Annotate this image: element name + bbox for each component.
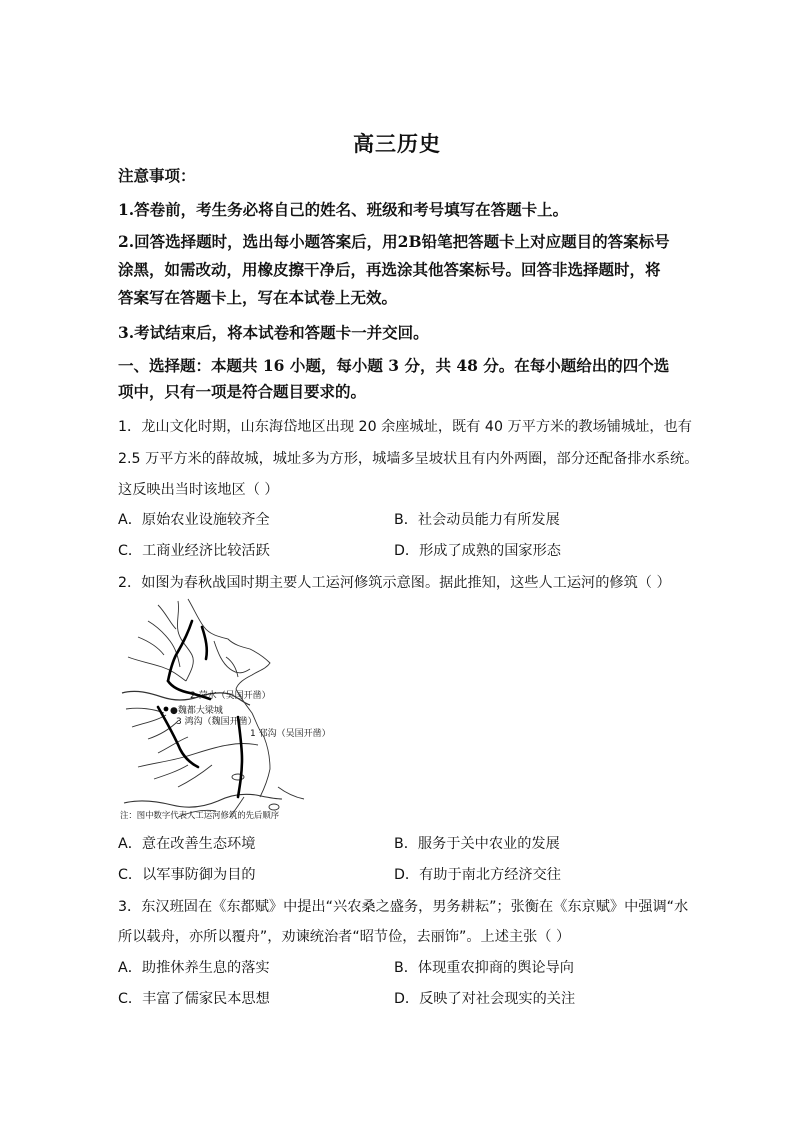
map-label-hangou: 1 邗沟（吴国开凿） (250, 729, 331, 739)
q2-stem-line-1: 2．如图为春秋战国时期主要人工运河修筑示意图。据此推知，这些人工运河的修筑（ ） (118, 575, 671, 591)
q1-option-c: C．工商业经济比较活跃 (118, 543, 270, 559)
q3-option-b: B．体现重农抑商的舆论导向 (394, 960, 574, 976)
notice-item-3: 3.考试结束后，将本试卷和答题卡一并交回。 (118, 323, 429, 342)
map-label-honggou: 3 鸿沟（魏国开凿） (176, 717, 257, 727)
notice-item-2-line-2: 涂黑，如需改动，用橡皮擦干净后，再选涂其他答案标号。回答非选择题时，将 (118, 260, 661, 279)
page-title: 高三历史 (353, 131, 441, 156)
q3-stem-line-1: 3．东汉班固在《东都赋》中提出“兴农桑之盛务，男务耕耘”；张衡在《东京赋》中强调“水 (118, 899, 689, 915)
section-heading-line-2: 项中，只有一项是符合题目要求的。 (118, 382, 367, 401)
q3-stem-line-2: 所以载舟，亦所以覆舟”，劝谏统治者“昭节俭，去丽饰”。上述主张（ ） (118, 929, 571, 945)
q2-option-d: D．有助于南北方经济交往 (394, 867, 561, 883)
map-label-heshui: 2 菏水（吴国开凿） (190, 691, 271, 701)
q1-stem-line-3: 这反映出当时该地区（ ） (118, 482, 279, 498)
notice-item-2-line-3: 答案写在答题卡上，写在本试卷上无效。 (118, 288, 398, 307)
map-label-daliang: ●魏都大梁城 (170, 706, 223, 716)
q1-stem-line-1: 1．龙山文化时期，山东海岱地区出现 20 余座城址，既有 40 万平方米的教场铺城址，也有 (118, 419, 692, 435)
q1-option-b: B．社会动员能力有所发展 (394, 512, 560, 528)
q2-option-b: B．服务于关中农业的发展 (394, 836, 560, 852)
canal-map (118, 597, 340, 823)
q2-option-c: C．以军事防御为目的 (118, 867, 256, 883)
section-heading-line-1: 一、选择题：本题共 16 小题，每小题 3 分，共 48 分。在每小题给出的四个选 (118, 356, 670, 375)
q3-option-a: A．助推休养生息的落实 (118, 960, 270, 976)
map-note: 注：图中数字代表人工运河修筑的先后顺序 (120, 810, 280, 820)
q2-option-a: A．意在改善生态环境 (118, 836, 256, 852)
q1-option-a: A．原始农业设施较齐全 (118, 512, 270, 528)
notice-heading: 注意事项： (118, 166, 196, 185)
q1-option-d: D．形成了成熟的国家形态 (394, 543, 561, 559)
notice-item-2-line-1: 2.回答选择题时，选出每小题答案后，用2B铅笔把答题卡上对应题目的答案标号 (118, 232, 670, 251)
q3-option-c: C．丰富了儒家民本思想 (118, 991, 270, 1007)
q3-option-d: D．反映了对社会现实的关注 (394, 991, 576, 1007)
q1-stem-line-2: 2.5 万平方米的薛故城，城址多为方形，城墙多呈坡状且有内外两圈，部分还配备排水系统。 (118, 451, 699, 467)
notice-item-1: 1.答卷前，考生务必将自己的姓名、班级和考号填写在答题卡上。 (118, 200, 569, 219)
